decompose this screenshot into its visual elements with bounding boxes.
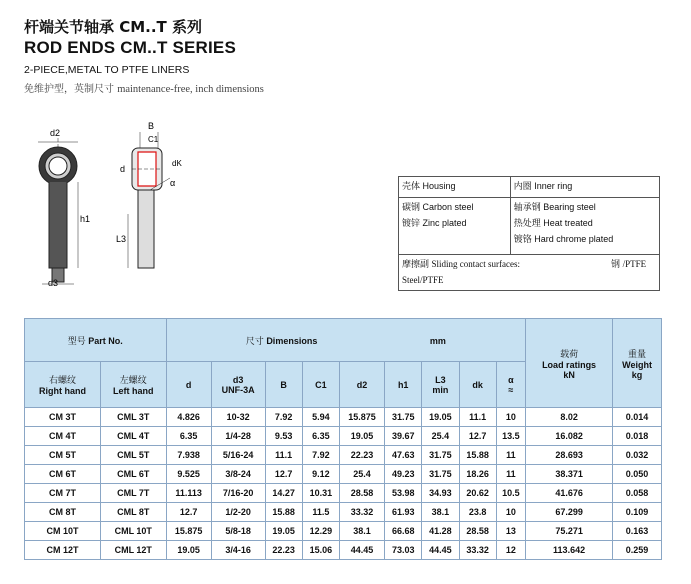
label-b: B: [148, 121, 155, 131]
front-view: [38, 138, 78, 284]
cell: 33.32: [339, 503, 384, 522]
cell: 0.058: [613, 484, 662, 503]
table-row: [25, 484, 662, 503]
cell: 5/16-24: [211, 446, 265, 465]
cell: 31.75: [422, 446, 459, 465]
cell: CML 8T: [100, 503, 166, 522]
inner-ring-header: 内圈 Inner ring: [510, 177, 659, 198]
label-alpha: α: [170, 178, 176, 188]
label-h1: h1: [80, 214, 91, 224]
label-dk: dK: [172, 159, 182, 168]
cell: 38.1: [422, 503, 459, 522]
cell: 0.050: [613, 465, 662, 484]
cell: CML 10T: [100, 522, 166, 541]
cell: 12: [496, 541, 525, 560]
cell: 28.58: [459, 522, 496, 541]
label-c1: C1: [148, 135, 159, 144]
cell: 10: [496, 503, 525, 522]
housing-header: 壳体 Housing: [399, 177, 511, 198]
cell: 44.45: [422, 541, 459, 560]
table-row: [25, 503, 662, 522]
cell: 34.93: [422, 484, 459, 503]
cell: 9.53: [265, 427, 302, 446]
cell: 16.082: [526, 427, 613, 446]
cell: 19.05: [265, 522, 302, 541]
page-title-en: ROD ENDS CM..T SERIES: [24, 38, 237, 57]
cell: 20.62: [459, 484, 496, 503]
cell: 12.29: [302, 522, 339, 541]
cell: 33.32: [459, 541, 496, 560]
cell: 44.45: [339, 541, 384, 560]
cell: 9.12: [302, 465, 339, 484]
table-row: [25, 408, 662, 427]
cell: 7/16-20: [211, 484, 265, 503]
cell: 67.299: [526, 503, 613, 522]
cell: 0.163: [613, 522, 662, 541]
cell: 15.06: [302, 541, 339, 560]
cell: 25.4: [339, 465, 384, 484]
label-d2: d2: [50, 128, 61, 138]
cell: 1/4-28: [211, 427, 265, 446]
cell: 10.5: [496, 484, 525, 503]
cell: 7.938: [166, 446, 211, 465]
cell: 73.03: [385, 541, 422, 560]
col-h1: h1: [385, 362, 422, 408]
col-l3: L3 min: [422, 362, 459, 408]
cell: 47.63: [385, 446, 422, 465]
col-c1: C1: [302, 362, 339, 408]
cell: 9.525: [166, 465, 211, 484]
housing-material: 碳钢 Carbon steel 镀锌 Zinc plated: [399, 198, 511, 255]
cell: 19.05: [166, 541, 211, 560]
cell: CML 7T: [100, 484, 166, 503]
cell: CM 5T: [25, 446, 101, 465]
col-b: B: [265, 362, 302, 408]
cell: 0.018: [613, 427, 662, 446]
cell: 1/2-20: [211, 503, 265, 522]
cell: 4.826: [166, 408, 211, 427]
cell: CML 3T: [100, 408, 166, 427]
col-d3: d3 UNF-3A: [211, 362, 265, 408]
cell: 0.259: [613, 541, 662, 560]
table-row: [25, 446, 662, 465]
cell: 12.7: [166, 503, 211, 522]
cell: 15.875: [166, 522, 211, 541]
cell: 41.676: [526, 484, 613, 503]
label-l3: L3: [116, 234, 127, 244]
cell: 53.98: [385, 484, 422, 503]
table-row: [25, 522, 662, 541]
cell: 12.7: [265, 465, 302, 484]
dimensions-header: 尺寸 Dimensions mm: [166, 319, 525, 362]
table-row: [25, 427, 662, 446]
cell: 5.94: [302, 408, 339, 427]
cell: CM 3T: [25, 408, 101, 427]
cell: 28.58: [339, 484, 384, 503]
table-row: [25, 541, 662, 560]
cell: 7.92: [265, 408, 302, 427]
materials-table: [398, 176, 660, 291]
cell: 38.1: [339, 522, 384, 541]
cell: 3/8-24: [211, 465, 265, 484]
subtitle-cn: 免维护型，英制尺寸 maintenance-free, inch dimensions: [24, 84, 264, 95]
cell: 0.109: [613, 503, 662, 522]
cell: 22.23: [265, 541, 302, 560]
cell: 7.92: [302, 446, 339, 465]
inner-ring-material: 轴承钢 Bearing steel 热处理 Heat treated 镀铬 Hard chrome plated: [510, 198, 659, 255]
part-no-header: 型号 Part No.: [25, 319, 167, 362]
cell: 28.693: [526, 446, 613, 465]
cell: CML 4T: [100, 427, 166, 446]
cell: 39.67: [385, 427, 422, 446]
cell: 75.271: [526, 522, 613, 541]
side-view: [128, 132, 170, 268]
cell: 23.8: [459, 503, 496, 522]
cell: 6.35: [166, 427, 211, 446]
cell: 10.31: [302, 484, 339, 503]
load-ratings-header: 载荷 Load ratings kN: [526, 319, 613, 408]
cell: CML 6T: [100, 465, 166, 484]
cell: 11.1: [459, 408, 496, 427]
weight-header: 重量 Weight kg: [613, 319, 662, 408]
cell: 61.93: [385, 503, 422, 522]
cell: 11.113: [166, 484, 211, 503]
cell: 18.26: [459, 465, 496, 484]
label-d3: d3: [48, 278, 59, 288]
cell: 38.371: [526, 465, 613, 484]
subtitle-en: 2-PIECE,METAL TO PTFE LINERS: [24, 64, 190, 76]
cell: 0.032: [613, 446, 662, 465]
page-title-cn: 杆端关节轴承 CM..T 系列: [24, 18, 203, 36]
right-hand-header: 右螺纹 Right hand: [25, 362, 101, 408]
cell: CM 12T: [25, 541, 101, 560]
cell: 10-32: [211, 408, 265, 427]
cell: 5/8-18: [211, 522, 265, 541]
cell: CM 8T: [25, 503, 101, 522]
cell: CM 4T: [25, 427, 101, 446]
cell: 22.23: [339, 446, 384, 465]
label-d: d: [120, 164, 126, 174]
table-row: [25, 465, 662, 484]
cell: CML 5T: [100, 446, 166, 465]
cell: CM 6T: [25, 465, 101, 484]
cell: 31.75: [385, 408, 422, 427]
cell: 14.27: [265, 484, 302, 503]
cell: 11: [496, 465, 525, 484]
left-hand-header: 左螺纹 Left hand: [100, 362, 166, 408]
cell: 49.23: [385, 465, 422, 484]
cell: 25.4: [422, 427, 459, 446]
cell: 0.014: [613, 408, 662, 427]
sliding-surfaces: 摩擦副 Sliding contact surfaces: 钢 /PTFE Steel/PTFE: [399, 255, 660, 291]
cell: CM 7T: [25, 484, 101, 503]
cell: 13: [496, 522, 525, 541]
cell: CM 10T: [25, 522, 101, 541]
cell: 31.75: [422, 465, 459, 484]
cell: CML 12T: [100, 541, 166, 560]
cell: 19.05: [339, 427, 384, 446]
cell: 13.5: [496, 427, 525, 446]
col-d2: d2: [339, 362, 384, 408]
cell: 15.88: [265, 503, 302, 522]
col-d: d: [166, 362, 211, 408]
cell: 19.05: [422, 408, 459, 427]
col-dk: dk: [459, 362, 496, 408]
col-alpha: α ≈: [496, 362, 525, 408]
cell: 12.7: [459, 427, 496, 446]
cell: 113.642: [526, 541, 613, 560]
rod-end-drawing: [20, 118, 210, 288]
cell: 6.35: [302, 427, 339, 446]
cell: 11: [496, 446, 525, 465]
cell: 8.02: [526, 408, 613, 427]
cell: 41.28: [422, 522, 459, 541]
cell: 66.68: [385, 522, 422, 541]
cell: 10: [496, 408, 525, 427]
cell: 15.88: [459, 446, 496, 465]
cell: 15.875: [339, 408, 384, 427]
cell: 11.1: [265, 446, 302, 465]
cell: 11.5: [302, 503, 339, 522]
spec-table: [24, 318, 662, 560]
cell: 3/4-16: [211, 541, 265, 560]
